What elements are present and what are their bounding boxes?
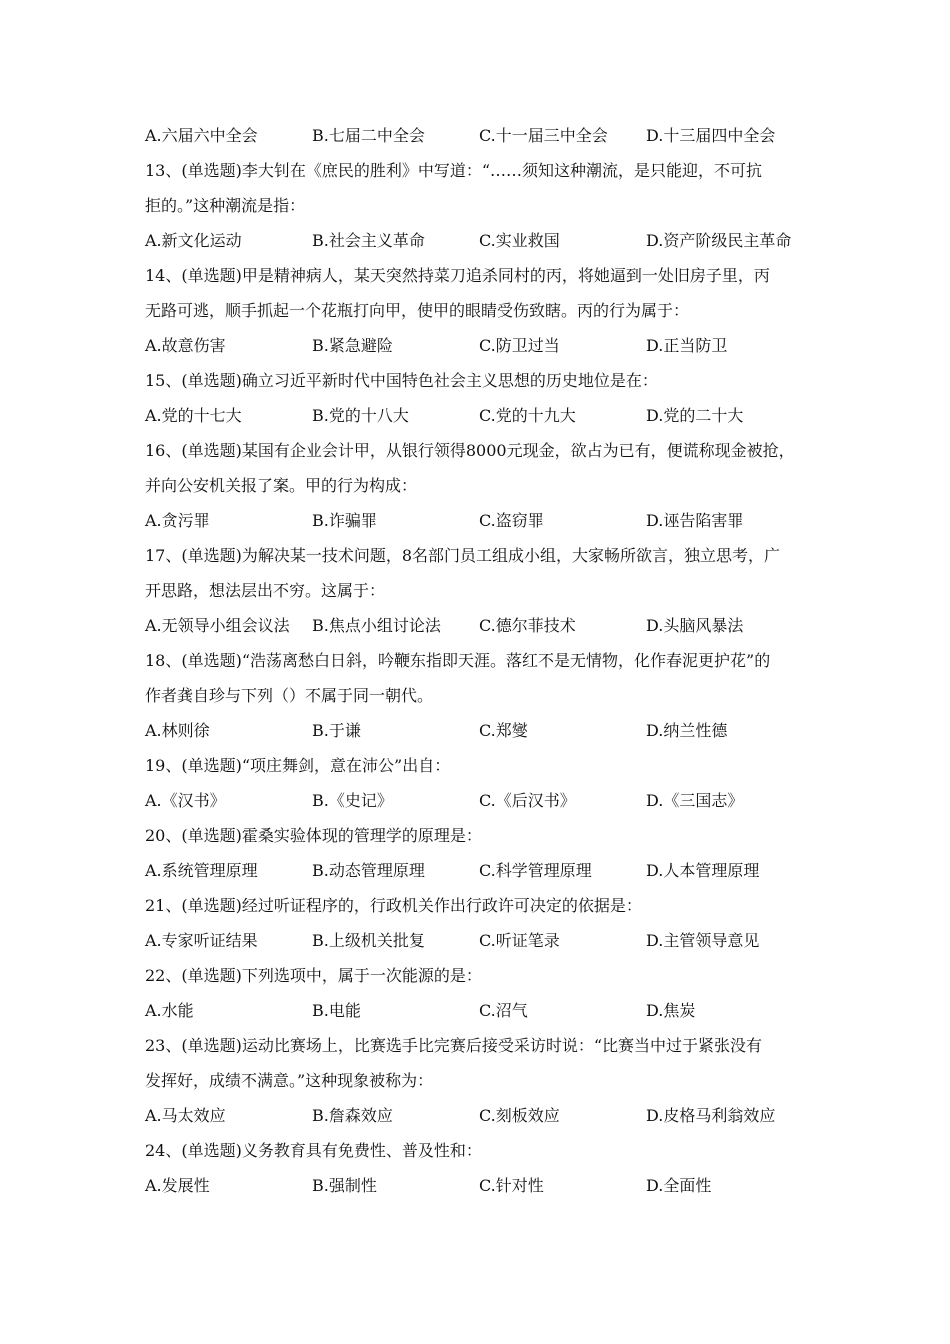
answer-option: C.沼气 [479,1001,528,1020]
question-text-line: 24、(单选题)义务教育具有免费性、普及性和： [145,1141,482,1160]
question-text-line: 开思路，想法层出不穷。这属于： [145,581,386,600]
answer-option: D.纳兰性德 [646,721,728,740]
answer-option: A.林则徐 [145,721,210,740]
answer-option: D.资产阶级民主革命 [646,231,792,250]
question-text-line: 15、(单选题)确立习近平新时代中国特色社会主义思想的历史地位是在： [145,371,658,390]
question-text-line: 拒的。”这种潮流是指： [145,196,306,215]
answer-option: C.郑燮 [479,721,528,740]
answer-option: A.新文化运动 [145,231,242,250]
answer-option: D.人本管理原理 [646,861,760,880]
answer-option: A.党的十七大 [145,406,242,425]
answer-option: C.实业救国 [479,231,560,250]
answer-option: C.针对性 [479,1176,544,1195]
answer-option: C.十一届三中全会 [479,126,608,145]
question-text-line: 23、(单选题)运动比赛场上，比赛选手比完赛后接受采访时说：“比赛当中过于紧张没有 [145,1036,763,1055]
answer-option: C.盗窃罪 [479,511,544,530]
answer-option: C.防卫过当 [479,336,560,355]
answer-options-row [145,927,825,962]
answer-option: B.詹森效应 [312,1106,393,1125]
answer-option: B.动态管理原理 [312,861,425,880]
question-text-line: 22、(单选题)下列选项中，属于一次能源的是： [145,966,482,985]
question-text-line: 13、(单选题)李大钊在《庶民的胜利》中写道：“……须知这种潮流，是只能迎，不可抗 [145,161,763,180]
question-text-line: 发挥好，成绩不满意。”这种现象被称为： [145,1071,434,1090]
answer-options-row [145,1172,825,1207]
question-text-line: 21、(单选题)经过听证程序的，行政机关作出行政许可决定的依据是： [145,896,642,915]
answer-option: B.强制性 [312,1176,377,1195]
answer-options-row [145,1102,825,1137]
answer-option: A.贪污罪 [145,511,210,530]
answer-option: A.专家听证结果 [145,931,258,950]
answer-option: B.紧急避险 [312,336,393,355]
answer-option: B.上级机关批复 [312,931,425,950]
answer-options-row [145,612,825,647]
answer-option: A.无领导小组会议法 [145,616,290,635]
answer-option: C.党的十九大 [479,406,576,425]
answer-option: B.诈骗罪 [312,511,377,530]
answer-options-row [145,787,825,822]
answer-option: A.水能 [145,1001,194,1020]
answer-option: A.马太效应 [145,1106,226,1125]
exam-page [145,122,825,1207]
answer-option: C.听证笔录 [479,931,560,950]
answer-option: A.发展性 [145,1176,210,1195]
answer-options-row [145,402,825,437]
question-text-line: 16、(单选题)某国有企业会计甲，从银行领得8000元现金，欲占为已有，便谎称现金被抢， [145,441,795,460]
answer-option: D.焦炭 [646,1001,696,1020]
answer-option: D.正当防卫 [646,336,728,355]
answer-options-row [145,227,825,262]
answer-options-row [145,122,825,157]
answer-options-row [145,857,825,892]
answer-option: B.《史记》 [312,791,393,810]
answer-option: D.党的二十大 [646,406,744,425]
answer-option: B.焦点小组讨论法 [312,616,441,635]
answer-option: D.皮格马利翁效应 [646,1106,776,1125]
answer-option: C.科学管理原理 [479,861,592,880]
answer-option: D.全面性 [646,1176,712,1195]
answer-option: A.故意伤害 [145,336,226,355]
answer-options-row [145,332,825,367]
answer-option: A.六届六中全会 [145,126,258,145]
answer-option: B.七届二中全会 [312,126,425,145]
answer-option: A.系统管理原理 [145,861,258,880]
answer-option: A.《汉书》 [145,791,226,810]
answer-option: B.党的十八大 [312,406,409,425]
answer-option: B.电能 [312,1001,361,1020]
answer-option: D.《三国志》 [646,791,744,810]
answer-options-row [145,507,825,542]
question-text-line: 20、(单选题)霍桑实验体现的管理学的原理是： [145,826,482,845]
answer-options-row [145,717,825,752]
question-text-line: 19、(单选题)“项庄舞剑，意在沛公”出自： [145,756,451,775]
answer-option: D.主管领导意见 [646,931,760,950]
answer-option: B.社会主义革命 [312,231,425,250]
question-text-line: 无路可逃，顺手抓起一个花瓶打向甲，使甲的眼睛受伤致瞎。丙的行为属于： [145,301,690,320]
answer-option: C.德尔菲技术 [479,616,576,635]
answer-option: C.刻板效应 [479,1106,560,1125]
question-text-line: 并向公安机关报了案。甲的行为构成： [145,476,418,495]
answer-options-row [145,997,825,1032]
question-text-line: 作者龚自珍与下列（）不属于同一朝代。 [145,686,434,705]
answer-option: D.诬告陷害罪 [646,511,744,530]
question-text-line: 18、(单选题)“浩荡离愁白日斜，吟鞭东指即天涯。落红不是无情物，化作春泥更护花”的 [145,651,771,670]
answer-option: C.《后汉书》 [479,791,576,810]
answer-option: D.头脑风暴法 [646,616,744,635]
question-text-line: 17、(单选题)为解决某一技术问题，8名部门员工组成小组，大家畅所欲言，独立思考，广 [145,546,781,565]
question-text-line: 14、(单选题)甲是精神病人，某天突然持菜刀追杀同村的丙，将她逼到一处旧房子里，丙 [145,266,770,285]
answer-option: D.十三届四中全会 [646,126,776,145]
answer-option: B.于谦 [312,721,361,740]
